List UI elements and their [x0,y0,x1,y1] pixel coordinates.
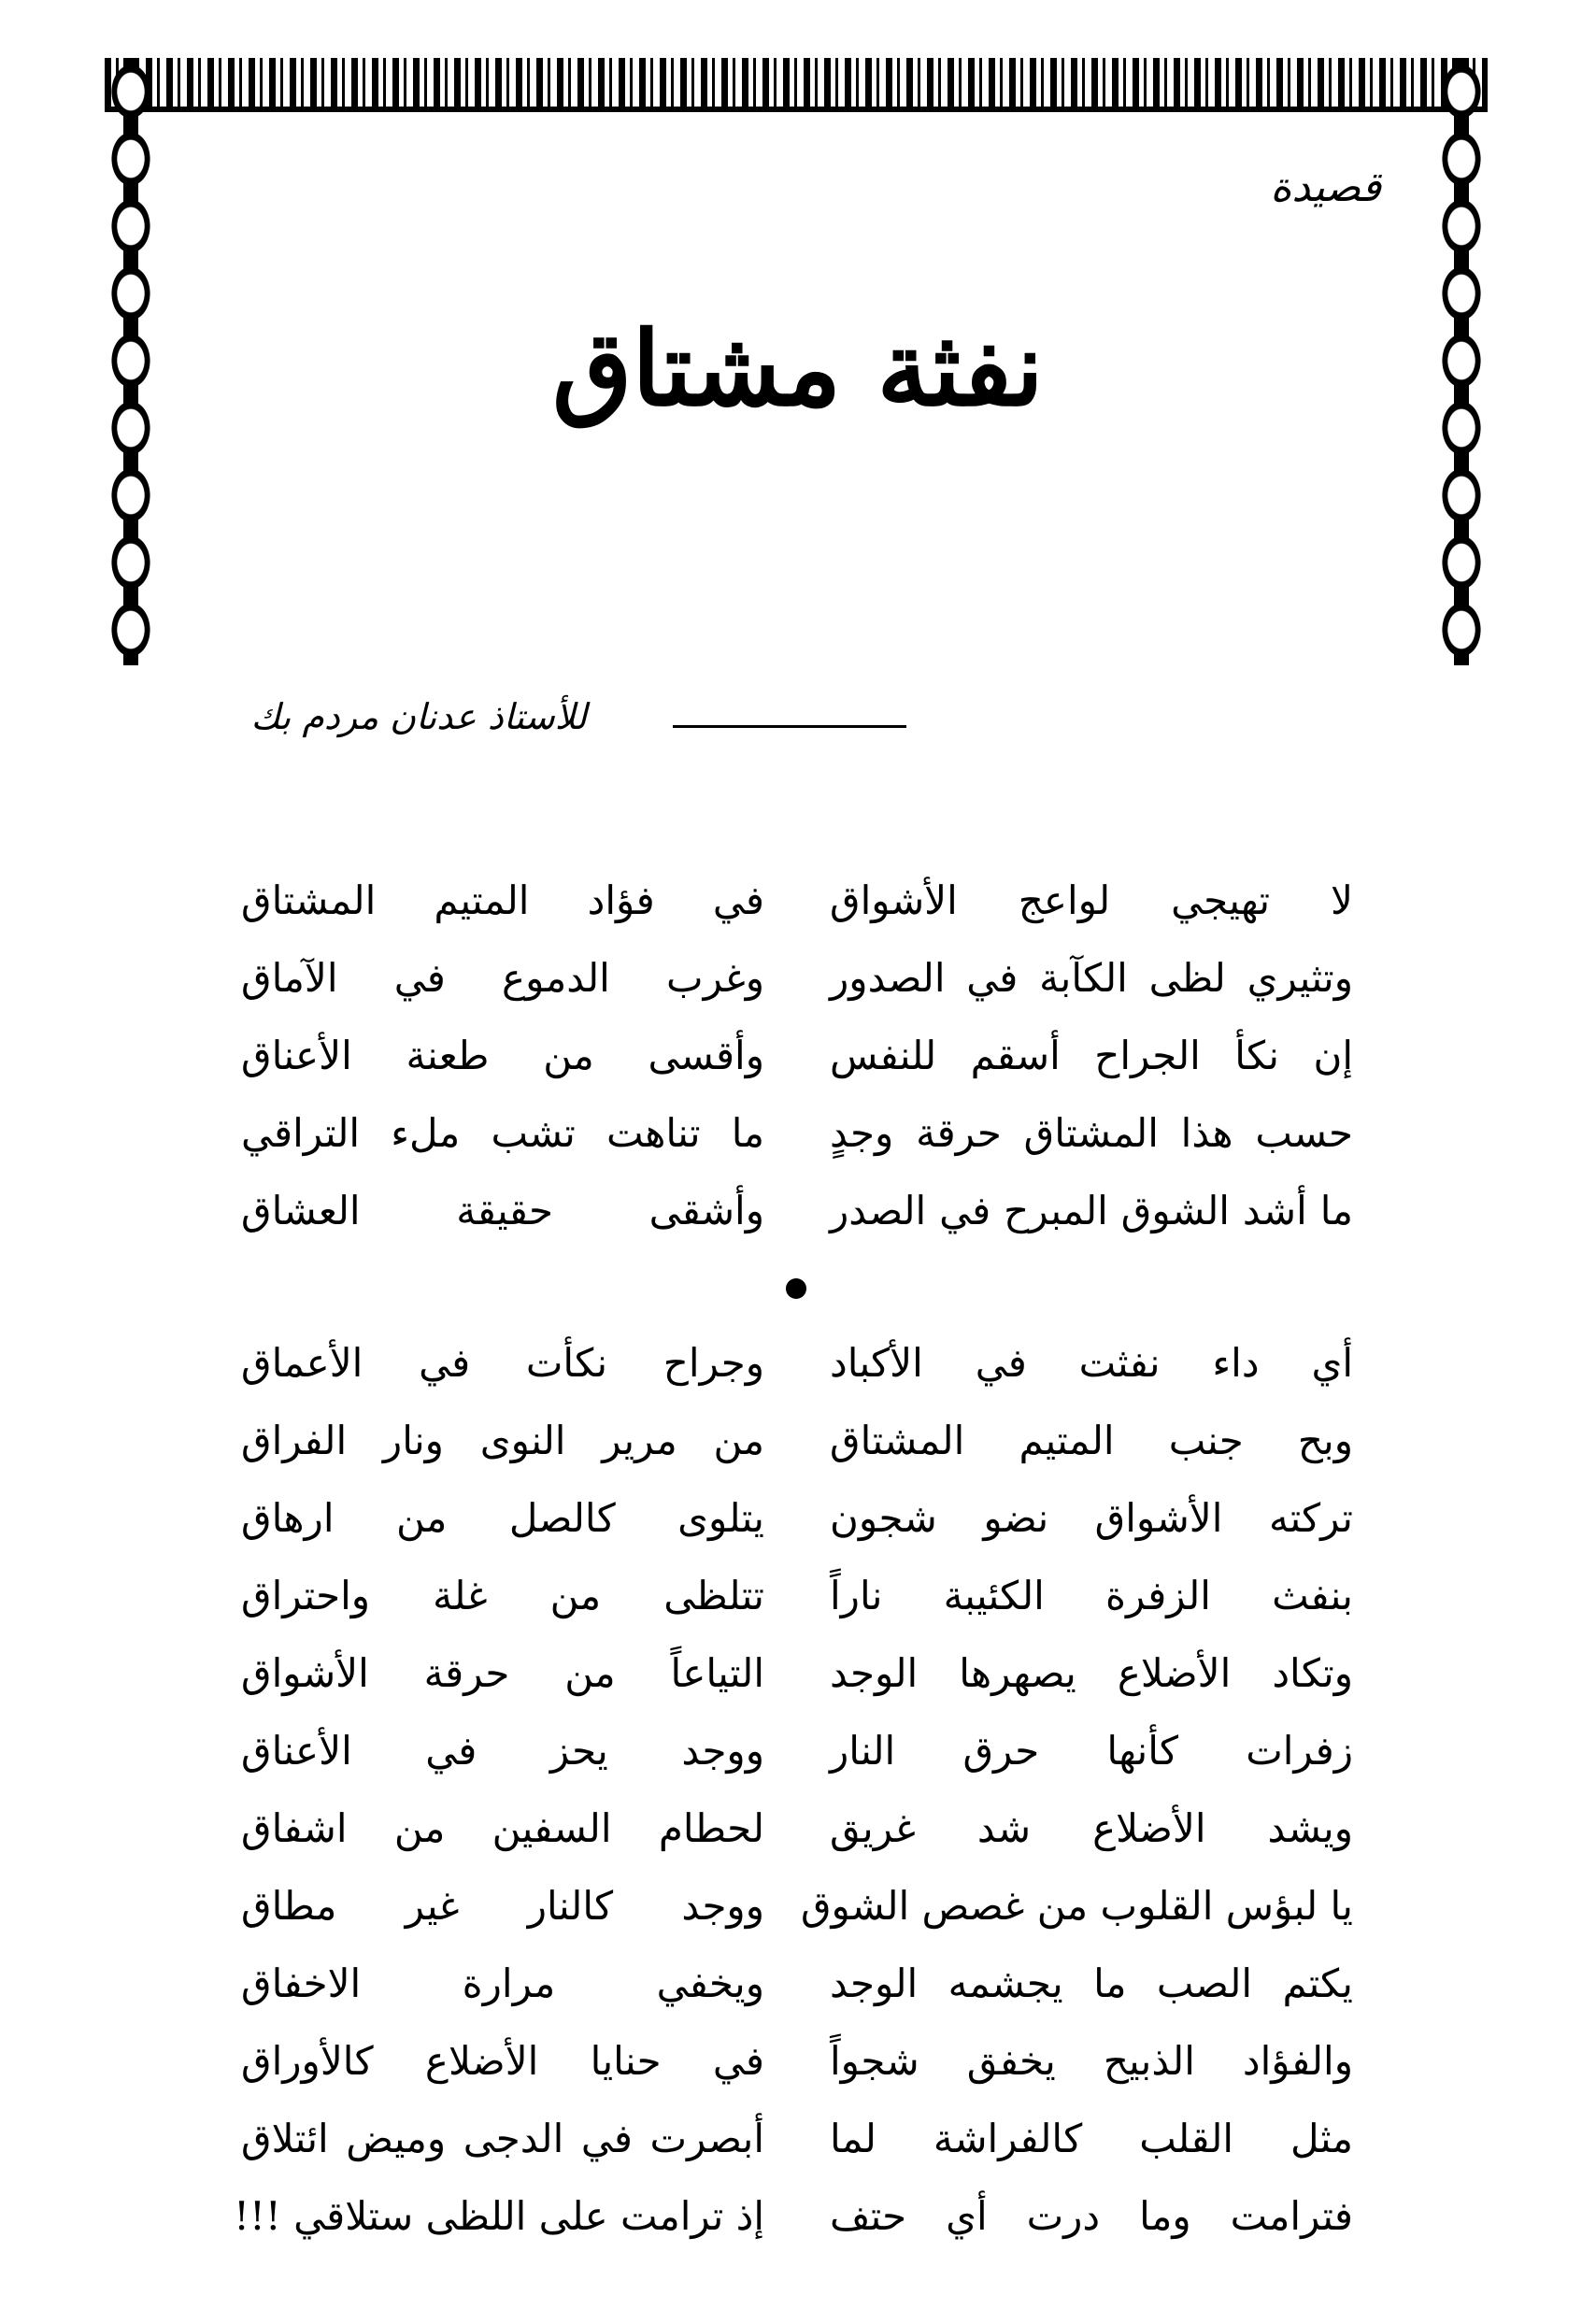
second-hemistich: في حنايا الأضلاع كالأوراق [241,2038,764,2084]
second-hemistich: وغرب الدموع في الآماق [241,955,764,1001]
second-hemistich: ما تناهت تشب ملء التراقي [241,1110,764,1156]
verse-line [0,1715,1596,1788]
first-hemistich: تركته الأشواق نضو شجون [830,1495,1353,1541]
first-hemistich: أي داء نفثت في الأكباد [830,1340,1353,1386]
first-hemistich: مثل القلب كالفراشة لما [830,2116,1353,2161]
verse-line [0,1175,1596,1247]
first-hemistich: زفرات كأنها حرق النار [830,1728,1353,1774]
first-hemistich: يا لبؤس القلوب من غصص الشوق [800,1883,1353,1929]
verse-line [0,864,1596,937]
poem-title: نفثة مشتاق [552,308,1044,429]
first-hemistich: فترامت وما درت أي حتف [830,2193,1353,2239]
verse-line [0,942,1596,1015]
second-hemistich: تتلظى من غلة واحتراق [241,1573,764,1618]
author-rule [673,725,906,728]
second-hemistich: ووجد كالنار غير مطاق [241,1883,764,1929]
second-hemistich: ويخفي مرارة الاخفاق [241,1960,764,2006]
verse-line [0,2025,1596,2098]
second-hemistich: وأقسى من طعنة الأعناق [241,1033,764,1078]
verse-line [0,2102,1596,2175]
verse-line [0,1482,1596,1555]
first-hemistich: وتكاد الأضلاع يصهرها الوجد [830,1650,1353,1696]
verse-line [0,1870,1596,1943]
second-hemistich: يتلوى كالصل من ارهاق [241,1495,764,1541]
first-hemistich: حسب هذا المشتاق حرقة وجدٍ [830,1110,1353,1156]
first-hemistich: والفؤاد الذبيح يخفق شجواً [830,2038,1353,2084]
verse-line [0,1097,1596,1170]
verse-line [0,1560,1596,1632]
second-hemistich: التياعاً من حرقة الأشواق [241,1650,764,1696]
verse-line [0,2180,1596,2253]
second-hemistich: إذ ترامت على اللظى ستلاقي !!! [234,2193,764,2239]
second-hemistich: ووجد يحز في الأعناق [241,1728,764,1774]
first-hemistich: إن نكأ الجراح أسقم للنفس [830,1033,1353,1078]
first-hemistich: يكتم الصب ما يجشمه الوجد [830,1960,1353,2006]
first-hemistich: ما أشد الشوق المبرح في الصدر [830,1188,1353,1233]
first-hemistich: وتثيري لظى الكآبة في الصدور [830,955,1353,1001]
ornamental-border-top [105,58,1488,107]
verse-line [0,1947,1596,2020]
second-hemistich: لحطام السفين من اشفاق [241,1805,764,1851]
stanza-separator [786,1278,806,1299]
verse-line [0,1019,1596,1092]
verse-line [0,1404,1596,1477]
section-label: قصيدة [1270,164,1381,211]
second-hemistich: في فؤاد المتيم المشتاق [241,877,764,923]
first-hemistich: وبح جنب المتيم المشتاق [830,1418,1353,1463]
verse-line [0,1792,1596,1865]
first-hemistich: بنفث الزفرة الكئيبة ناراً [830,1573,1353,1618]
verse-line [0,1637,1596,1710]
author-line: للأستاذ عدنان مردم بك [250,696,587,737]
verse-line [0,1327,1596,1400]
second-hemistich: أبصرت في الدجى وميض ائتلاق [241,2116,764,2161]
second-hemistich: وأشقى حقيقة العشاق [241,1188,764,1233]
first-hemistich: ويشد الأضلاع شد غريق [830,1805,1353,1851]
first-hemistich: لا تهيجي لواعج الأشواق [830,877,1353,923]
second-hemistich: وجراح نكأت في الأعماق [241,1340,764,1386]
second-hemistich: من مرير النوى ونار الفراق [241,1418,764,1463]
